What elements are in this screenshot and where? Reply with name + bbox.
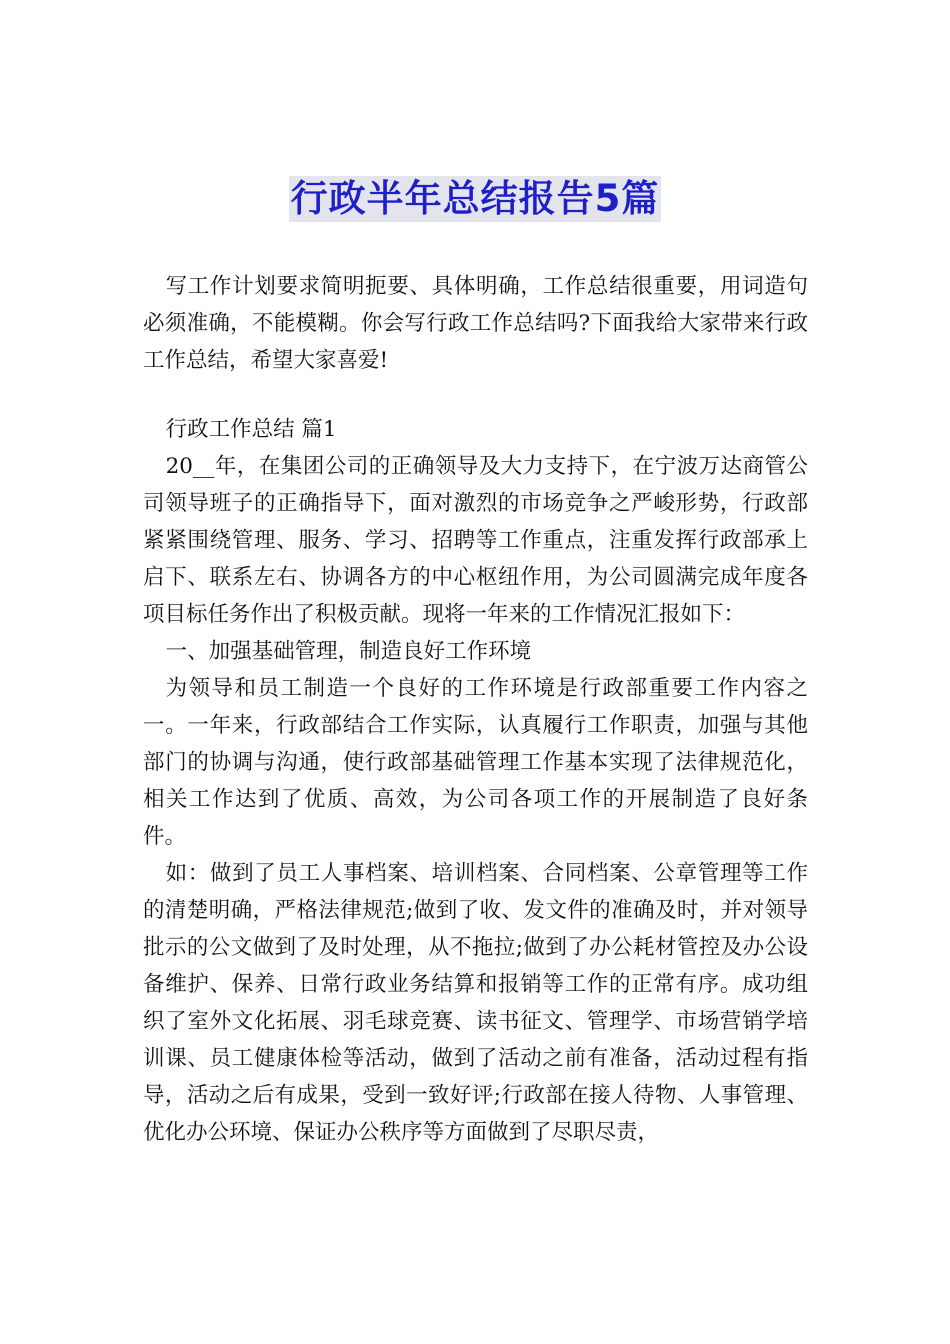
body-paragraph-3: 如：做到了员工人事档案、培训档案、合同档案、公章管理等工作的清楚明确，严格法律规范;做到了收、发文件的准确及时，并对领导批示的公文做到了及时处理，从不拖拉;做到了办公耗材管控及办公设备维护、保养、日常行政业务结算和报销等工作的正常有序。成功组织了室外文化拓展、羽毛球竞赛、读书征文、管理学、市场营销学培训课、员工健康体检等活动，做到了活动之前有准备，活动过程有指导，活动之后有成果，受到一致好评;行政部在接人待物、人事管理、优化办公环境、保证办公秩序等方面做到了尽职尽责， (143, 861, 808, 1145)
document-title: 行政半年总结报告5篇 (290, 177, 660, 220)
section-title: 行政工作总结 篇1 (165, 417, 337, 442)
document-body (143, 268, 808, 1151)
body-paragraph-2: 为领导和员工制造一个良好的工作环境是行政部重要工作内容之一。一年来，行政部结合工作实际，认真履行工作职责，加强与其他部门的协调与沟通，使行政部基础管理工作基本实现了法律规范化，相关工作达到了优质、高效，为公司各项工作的开展制造了良好条件。 (143, 676, 808, 849)
section-heading-1: 一、加强基础管理，制造良好工作环境 (165, 639, 532, 664)
title-container (0, 176, 950, 222)
paragraph-spacer (143, 379, 808, 411)
body-paragraph-1: 20__年，在集团公司的正确领导及大力支持下，在宁波万达商管公司领导班子的正确指导下，面对激烈的市场竞争之严峻形势，行政部紧紧围绕管理、服务、学习、招聘等工作重点，注重发挥行政部承上启下、联系左右、协调各方的中心枢纽作用，为公司圆满完成年度各项目标任务作出了积极贡献。现将一年来的工作情况汇报如下： (143, 454, 808, 627)
intro-paragraph: 写工作计划要求简明扼要、具体明确，工作总结很重要，用词造句必须准确，不能模糊。你会写行政工作总结吗?下面我给大家带来行政工作总结，希望大家喜爱! (143, 274, 808, 373)
